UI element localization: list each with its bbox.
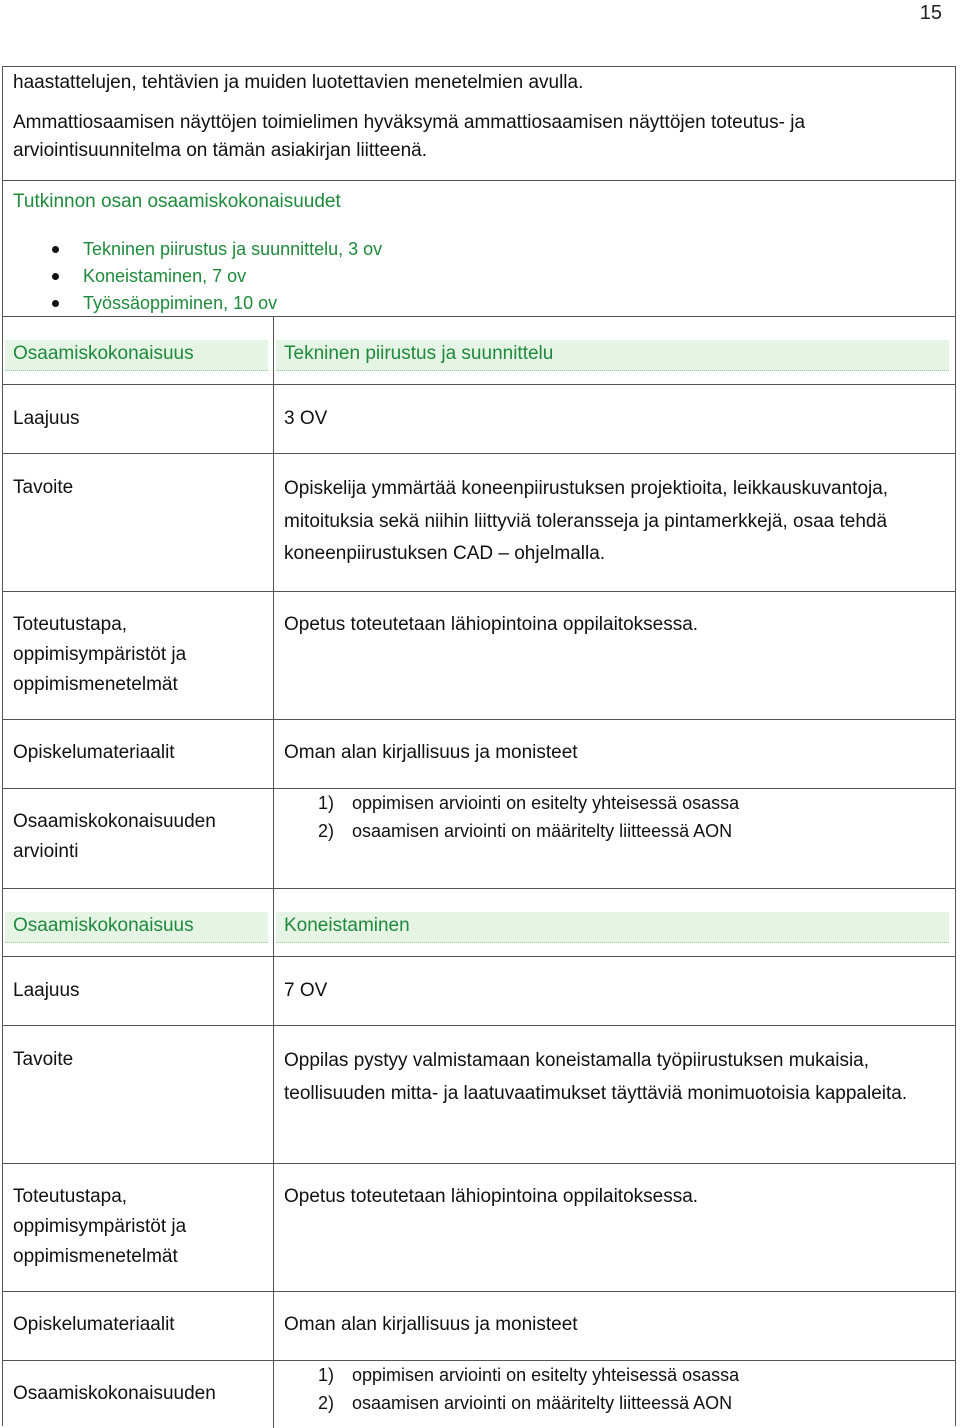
bullet-icon	[52, 273, 59, 280]
intro-row	[3, 67, 955, 180]
intro-paragraph: Ammattiosaamisen näyttöjen toimielimen hyväksymä ammattiosaamisen näyttöjen toteutus- ja arviointisuunnitelma on tämän asiakirjan liitteenä.	[13, 112, 806, 161]
page-number: 15	[919, 2, 942, 24]
list-item: Tekninen piirustus ja suunnittelu, 3 ov	[3, 236, 382, 263]
method-value: Opetus toteutetaan lähiopintoina oppilaitoksessa.	[284, 614, 699, 635]
assessment-list	[284, 789, 947, 845]
block1-assessment-row	[3, 788, 955, 889]
block2-header-row	[3, 888, 955, 957]
block1-header-row	[3, 316, 955, 385]
list-item: Koneistaminen, 7 ov	[3, 263, 382, 290]
list-item: 2) osaamisen arviointi on määritelty liitteessä AON	[318, 821, 733, 841]
block1-method-row	[3, 591, 955, 720]
document-table	[2, 66, 956, 1426]
competence-label: Osaamiskokonaisuus	[13, 343, 194, 364]
material-label: Opiskelumateriaalit	[13, 742, 175, 763]
bullet-icon	[52, 246, 59, 253]
block1-scope-row	[3, 384, 955, 454]
assessment-label: Osaamiskokonaisuuden	[13, 1383, 216, 1404]
goal-label: Tavoite	[13, 477, 74, 498]
material-value: Oman alan kirjallisuus ja monisteet	[284, 1314, 578, 1335]
material-value: Oman alan kirjallisuus ja monisteet	[284, 742, 578, 763]
block1-material-row	[3, 719, 955, 789]
bullet-icon	[52, 300, 59, 307]
list-item: 1) oppimisen arviointi on esitelty yhteisessä osassa	[318, 793, 740, 813]
block2-material-row	[3, 1291, 955, 1361]
competence-label: Osaamiskokonaisuus	[13, 915, 194, 936]
block2-assessment-row	[3, 1360, 955, 1428]
block2-scope-row	[3, 956, 955, 1026]
material-label: Opiskelumateriaalit	[13, 1314, 175, 1335]
competence-areas-row	[3, 180, 955, 317]
competence-title: Tekninen piirustus ja suunnittelu	[284, 343, 554, 364]
competence-area-list	[3, 236, 382, 317]
method-label: Toteutustapa, oppimisympäristöt ja oppimismenetelmät	[13, 1186, 187, 1267]
scope-value: 7 OV	[284, 980, 328, 1001]
block2-method-row	[3, 1163, 955, 1292]
method-value: Opetus toteutetaan lähiopintoina oppilaitoksessa.	[284, 1186, 699, 1207]
goal-value: Opiskelija ymmärtää koneenpiirustuksen projektioita, leikkauskuvantoja, mitoituksia sekä niihin liittyviä toleransseja ja pintamerkkejä, osaa tehdä koneenpiirustuksen CAD – ohjelmalla.	[284, 478, 889, 564]
section-heading: Tutkinnon osan osaamiskokonaisuudet	[13, 191, 341, 212]
scope-label: Laajuus	[13, 980, 80, 1001]
scope-value: 3 OV	[284, 408, 328, 429]
block1-goal-row	[3, 453, 955, 592]
list-item: 2) osaamisen arviointi on määritelty liitteessä AON	[318, 1393, 733, 1413]
intro-line: haastattelujen, tehtävien ja muiden luotettavien menetelmien avulla.	[13, 72, 584, 93]
list-item: 1) oppimisen arviointi on esitelty yhteisessä osassa	[318, 1365, 740, 1385]
assessment-label: Osaamiskokonaisuuden arviointi	[13, 811, 216, 862]
goal-value: Oppilas pystyy valmistamaan koneistamalla työpiirustuksen mukaisia, teollisuuden mitta- ja laatuvaatimukset täyttäviä monimuotoisia kappaleita.	[284, 1050, 908, 1104]
method-label: Toteutustapa, oppimisympäristöt ja oppimismenetelmät	[13, 614, 187, 695]
assessment-list	[284, 1361, 947, 1417]
list-item: Työssäoppiminen, 10 ov	[3, 290, 382, 317]
competence-title: Koneistaminen	[284, 915, 410, 936]
block2-goal-row	[3, 1025, 955, 1164]
goal-label: Tavoite	[13, 1049, 74, 1070]
scope-label: Laajuus	[13, 408, 80, 429]
